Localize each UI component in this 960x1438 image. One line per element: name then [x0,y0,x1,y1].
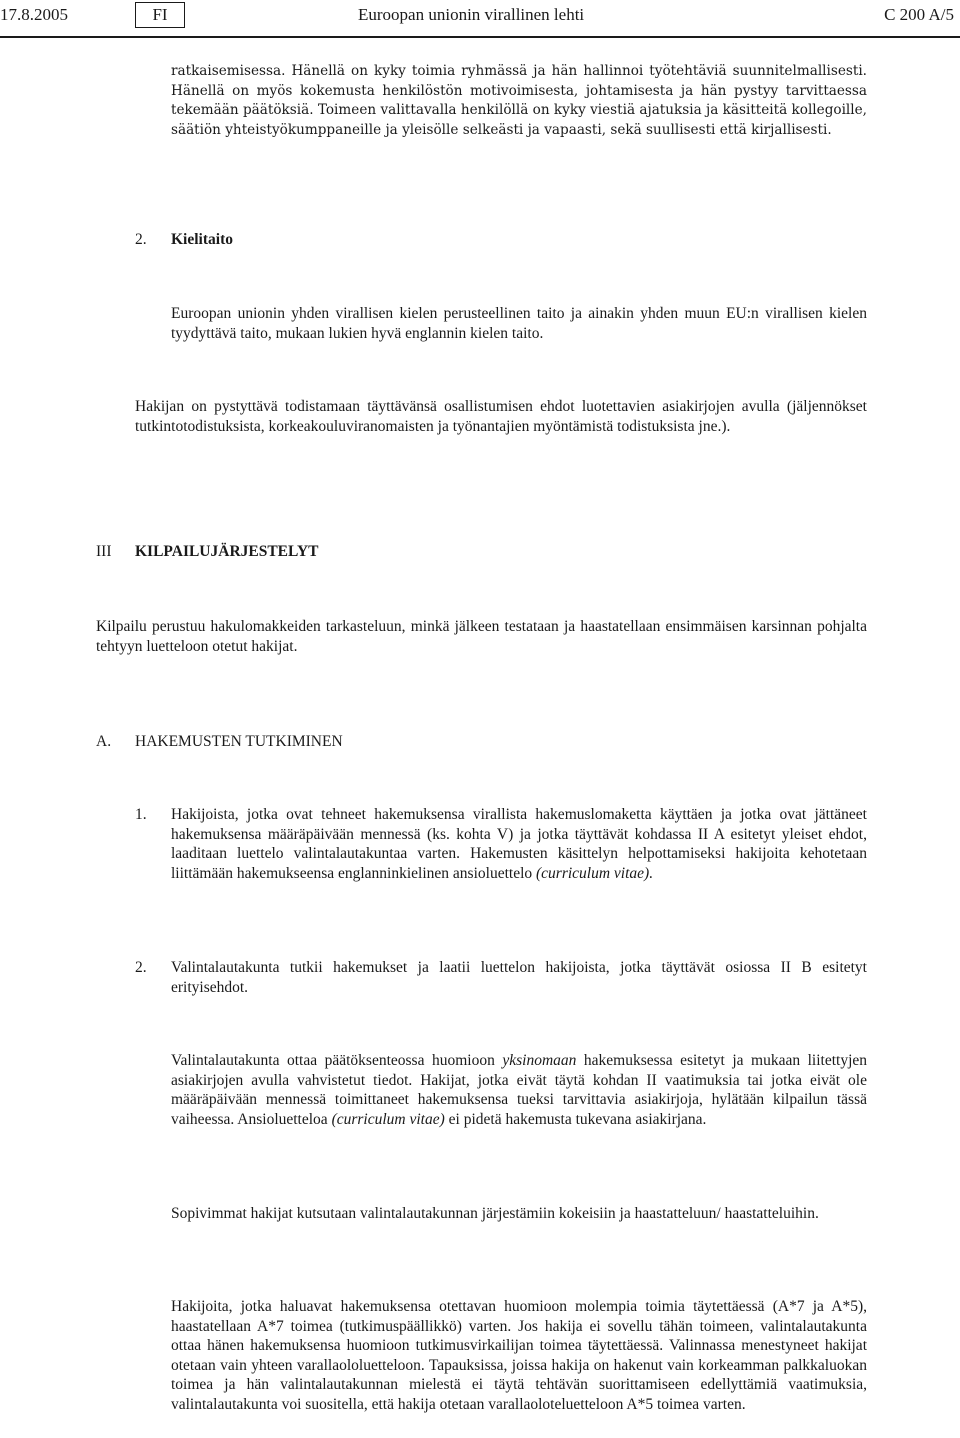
item-2-paragraph-2 [171,1051,867,1129]
header-rule [0,36,960,38]
item-1-body: Hakijoista, jotka ovat tehneet hakemuksensa virallista hakemuslomaketta käyttäen ja jotka ovat jättäneet hakemuksensa määräpäivään mennessä (ks. kohta V) ja jotka täyttävät kohdassa II A esitetyt yleiset ehdot, laaditaan luettelo valintalautakuntaa varten. Hakemusten käsittelyn helpottamiseksi hakijoita kehotetaan liittämään hakemukseensa englanninkielinen ansioluettelo [171,806,867,882]
item-2-paragraph-4: Hakijoita, jotka haluavat hakemuksensa otettavan huomioon molempia toimia täytettäessä (A*7 ja A*5), haastatellaan A*7 toimea (tutkimuspäällikkö) varten. Jos hakija ei sovellu tähän toimeen, valintalautakunta ottaa hänen hakemuksensa huomioon tutkimusvirkailijan toimea täytettäessä. Valinnassa menestyneet hakijat otetaan vain yhteen varallaololuetteloon. Tapauksissa, joissa hakija on hakenut vain korkeamman palkkaluokan toimea ja hän valintalautakunnan mielestä ei täytä tehtävän suorittamiseen edellyttämiä vaatimuksia, valintalautakunta voi suositella, että hakija otetaan varallaoloteluetteloon A*5 toimea varten. [171,1298,867,1413]
header-language-box: FI [135,2,185,28]
header-reference: C 200 A/5 [884,5,954,24]
language-section-title: Kielitaito [171,231,233,248]
item-1-number: 1. [135,806,147,823]
page-header [0,0,960,40]
continued-paragraph: ratkaisemisessa. Hänellä on kyky toimia ryhmässä ja hän hallinnoi työtehtäviä suunnitelmallisesti. Hänellä on myös kokemusta henkilöstön motivoimisesta, johtamisesta ja hän pystyy tarvittaessa tekemään päätöksiä. Toimeen valittavalla henkilöllä on kyky viestiä ajatuksia ja käsitteitä kollegoille, säätiön yhteistyökumppaneille ja yleisölle selkeästi ja vapaasti, sekä suullisesti että kirjallisesti. [171,63,867,138]
item-2-p2-part-b: hakemuksessa esitetyt ja mukaan liitettyjen asiakirjojen avulla vahvistetut tiedot. Hakijat, jotka eivät täytä kohdan II vaatimuksia tai jotka eivät ole määräpäivään mennessä toimittaneet hakemuksensa tueksi tarvittavia asiakirjoja, hylätään kilpailun tässä vaiheessa. Ansioluetteloa [171,1052,868,1128]
item-2-paragraph-3: Sopivimmat hakijat kutsutaan valintalautakunnan järjestämiin kokeisiin ja haastatteluun/ haastatteluihin. [171,1205,819,1222]
item-1-text [171,805,867,883]
header-journal-title: Euroopan unionin virallinen lehti [358,5,585,24]
section-3-intro: Kilpailu perustuu hakulomakkeiden tarkasteluun, minkä jälkeen testataan ja haastatellaan ensimmäisen karsinnan pohjalta tehtyyn luetteloon otetut hakijat. [96,618,867,655]
item-2-p2-part-a: Valintalautakunta ottaa päätöksenteossa huomioon [171,1052,495,1069]
item-2-p2-emphasis: yksinomaan [502,1052,577,1069]
item-2-p2-cv: (curriculum vitae) [331,1110,445,1128]
item-2-number: 2. [135,959,147,976]
section-3-title: KILPAILUJÄRJESTELYT [135,543,319,560]
subsection-a-title: HAKEMUSTEN TUTKIMINEN [135,733,343,750]
item-1-cv: (curriculum vitae). [536,864,654,882]
section-3-number: III [96,543,112,560]
evidence-paragraph: Hakijan on pystyttävä todistamaan täyttävänsä osallistumisen ehdot luotettavien asiakirjojen avulla (jäljennökset tutkintotodistuksista, korkeakouluviranomaisten ja työnantajien myöntämistä todistuksista jne.). [135,398,867,435]
language-paragraph: Euroopan unionin yhden virallisen kielen perusteellinen taito ja ainakin yhden muun EU:n virallisen kielen tyydyttävä taito, mukaan lukien hyvä englannin kielen taito. [171,305,867,342]
language-section-number: 2. [135,231,147,248]
item-2-p2-part-c: ei pidetä hakemusta tukevana asiakirjana. [448,1110,707,1128]
item-2-text: Valintalautakunta tutkii hakemukset ja laatii luettelon hakijoista, jotka täyttävät osiossa II B esitetyt erityisehdot. [171,959,867,996]
header-date: 17.8.2005 [0,5,68,24]
subsection-a-letter: A. [96,733,112,750]
